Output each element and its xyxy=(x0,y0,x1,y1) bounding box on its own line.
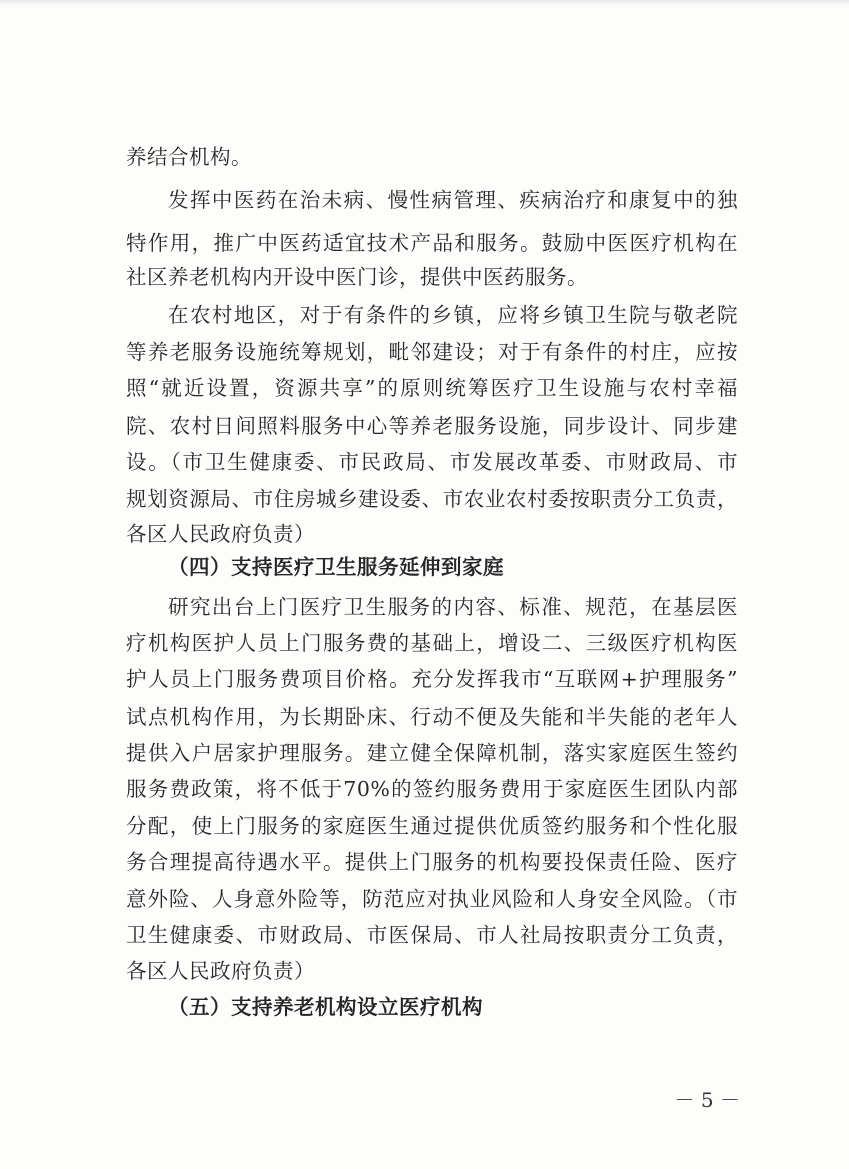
text-line: 各区人民政府负责） xyxy=(126,959,315,983)
page-number: － 5 － xyxy=(674,1088,740,1112)
text-line: 护人员上门服务费项目价格。充分发挥我市“互联网+护理服务” xyxy=(126,667,738,691)
text-line: 分配，使上门服务的家庭医生通过提供优质签约服务和个性化服 xyxy=(126,814,738,838)
text-line: 卫生健康委、市财政局、市医保局、市人社局按职责分工负责， xyxy=(126,923,738,947)
text-line: 意外险、人身意外险等，防范应对执业风险和人身安全风险。（市 xyxy=(126,887,738,911)
scan-edge xyxy=(0,0,849,6)
text-line: 社区养老机构内开设中医门诊，提供中医药服务。 xyxy=(126,265,588,289)
text-line: 疗机构医护人员上门服务费的基础上，增设二、三级医疗机构医 xyxy=(126,631,738,655)
text-line: 设。（市卫生健康委、市民政局、市发展改革委、市财政局、市 xyxy=(126,450,738,474)
text-line: 等养老服务设施统筹规划，毗邻建设；对于有条件的村庄，应按 xyxy=(126,340,738,364)
text-line: 服务费政策，将不低于70%的签约服务费用于家庭医生团队内部 xyxy=(126,777,738,801)
section-heading-five: （五）支持养老机构设立医疗机构 xyxy=(168,995,483,1019)
paragraph-line: 发挥中医药在治未病、慢性病管理、疾病治疗和康复中的独 xyxy=(168,188,738,212)
text-line: 照“就近设置，资源共享”的原则统筹医疗卫生设施与农村幸福 xyxy=(126,376,738,400)
text-line: 院、农村日间照料服务中心等养老服务设施，同步设计、同步建 xyxy=(126,414,738,438)
text-line: 提供入户居家护理服务。建立健全保障机制，落实家庭医生签约 xyxy=(126,741,738,765)
section-heading-four: （四）支持医疗卫生服务延伸到家庭 xyxy=(168,555,504,579)
text-line: 务合理提高待遇水平。提供上门服务的机构要投保责任险、医疗 xyxy=(126,850,738,874)
text-line: 规划资源局、市住房城乡建设委、市农业农村委按职责分工负责， xyxy=(126,487,738,511)
text-line: 试点机构作用，为长期卧床、行动不便及失能和半失能的老年人 xyxy=(126,705,738,729)
paragraph-line: 在农村地区，对于有条件的乡镇，应将乡镇卫生院与敬老院 xyxy=(168,303,738,327)
text-line: 特作用，推广中医药适宜技术产品和服务。鼓励中医医疗机构在 xyxy=(126,231,738,255)
paragraph-line: 研究出台上门医疗卫生服务的内容、标准、规范，在基层医 xyxy=(168,595,738,619)
text-line: 养结合机构。 xyxy=(126,145,252,169)
text-line: 各区人民政府负责） xyxy=(126,522,315,546)
